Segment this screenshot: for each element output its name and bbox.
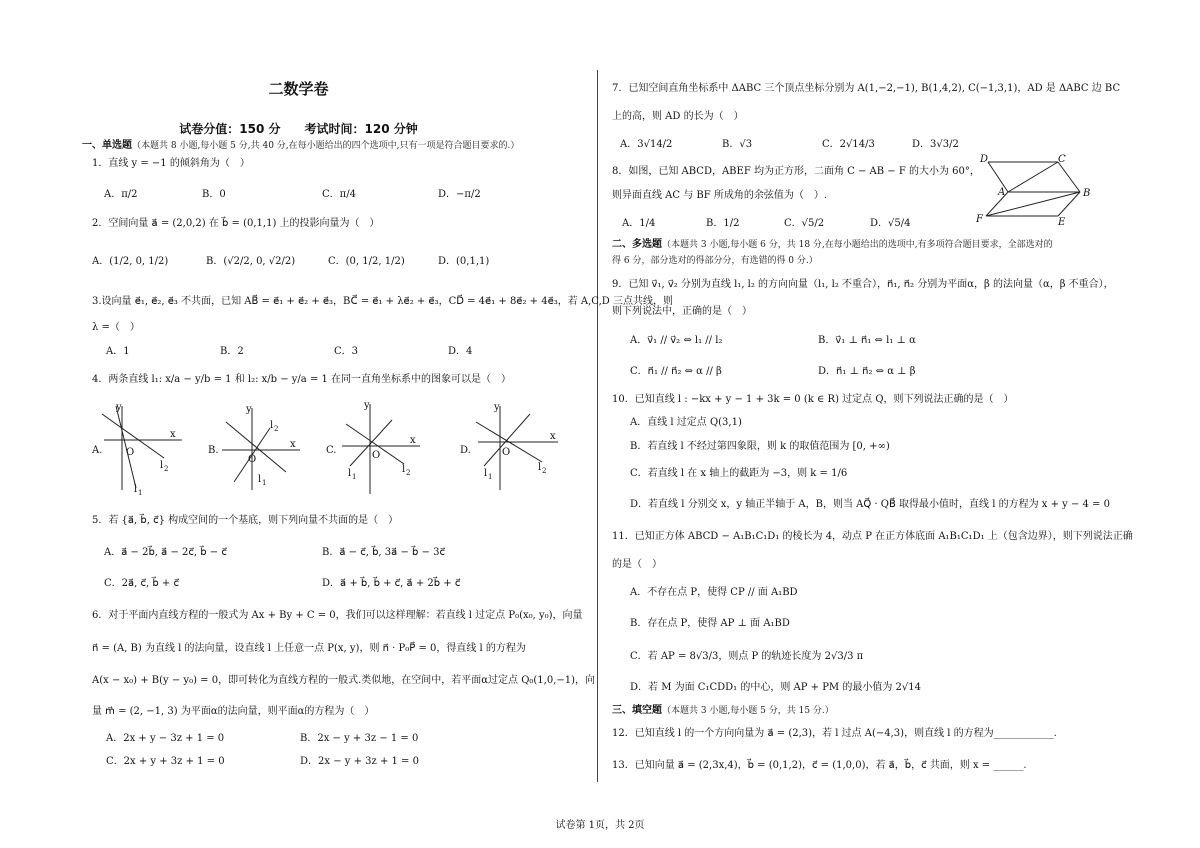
section-3-header [612, 704, 834, 718]
question-12: 12．已知直线 l 的一个方向向量为 a⃗ = (2,3)，若 l 过点 A(−4,3)，则直线 l 的方程为____________. [612, 728, 1057, 739]
line-l1 [484, 414, 530, 466]
question-5-option-a: A．a⃗ − 2b⃗, a⃗ − 2c⃗, b⃗ − c⃗ [104, 547, 227, 558]
question-3-option-b: B．2 [220, 346, 244, 357]
question-7-option-a: A．3√14/2 [620, 139, 673, 150]
vertex-d: D [980, 154, 989, 165]
page-title: 二数学卷 [268, 80, 329, 98]
question-10-option-c: C．若直线 l 在 x 轴上的截距为 −3，则 k = 1/6 [630, 468, 848, 479]
l1-label: l [484, 468, 488, 479]
x-label: x [550, 431, 556, 442]
question-3-option-d: D．4 [448, 346, 473, 357]
x-label: x [410, 435, 416, 446]
question-4-graph-c [338, 398, 428, 498]
l2-label: l [270, 420, 274, 431]
question-2-option-b: B．(√2/2, 0, √2/2) [206, 256, 296, 267]
question-8-option-c: C．√5/2 [784, 218, 825, 229]
segment-ac [1008, 162, 1058, 192]
y-label: y [246, 404, 252, 415]
question-7-option-c: C．2√14/3 [822, 139, 875, 150]
question-6-line-3: A(x − x₀) + B(y − y₀) = 0，即可转化为直线方程的一般式.类似地，在空间中，若平面α过定点 Q₀(1,0,−1)，向 [92, 675, 596, 686]
question-5-option-b: B．a⃗ − c⃗, b⃗, 3a⃗ − b⃗ − 3c⃗ [322, 547, 445, 558]
l1-label: l [258, 474, 262, 485]
vertex-f: F [976, 214, 983, 225]
exam-meta: 试卷分值：150 分 考试时间：120 分钟 [179, 122, 418, 136]
l2-label: l [402, 464, 406, 475]
question-8-option-d: D．√5/4 [870, 218, 911, 229]
question-4-stem: 4．两条直线 l₁: x/a − y/b = 1 和 l₂: x/b − y/a = 1 在同一直角坐标系中的图象可以是（ ） [92, 374, 512, 385]
l1-label: l [348, 468, 352, 479]
vertex-b: B [1083, 188, 1091, 199]
question-7-option-b: B．√3 [722, 139, 753, 150]
question-5-option-c: C．2a⃗, c⃗, b⃗ + c⃗ [104, 578, 179, 589]
vertex-a: A [998, 187, 1006, 198]
question-1-option-b: B．0 [202, 189, 226, 200]
question-3-option-a: A．1 [106, 346, 130, 357]
question-6-line-1: 6．对于平面内直线方程的一般式为 Ax + By + C = 0，我们可以这样理解：若直线 l 过定点 P₀(x₀, y₀)，向量 [92, 610, 583, 621]
question-4-graph-d [474, 400, 564, 495]
question-9-option-b: B．v⃗₁ ⊥ n⃗₁ ⇔ l₁ ⊥ α [818, 335, 916, 346]
question-4-option-d-label: D. [460, 445, 471, 456]
origin-label: O [126, 447, 135, 458]
l2-subscript: 2 [164, 465, 169, 473]
page-footer: 试卷第 1页，共 2页 [555, 820, 645, 831]
l1-label: l [134, 484, 138, 495]
question-8-option-a: A．1/4 [622, 218, 656, 229]
question-6-option-d: D．2x − y + 3z + 1 = 0 [300, 756, 419, 767]
section-3-note: （本题共 3 小题,每小题 5 分，共 15 分.） [662, 706, 834, 716]
x-label: x [290, 439, 296, 450]
question-9-option-d: D．n⃗₁ ⊥ n⃗₂ ⇔ α ⊥ β [818, 366, 916, 377]
question-7-line-2: 上的高，则 AD 的长为（ ） [612, 111, 744, 122]
column-divider [597, 70, 598, 782]
vertex-c: C [1058, 154, 1066, 165]
question-8-option-b: B．1/2 [706, 218, 740, 229]
question-6-line-4: 量 m⃗ = (2, −1, 3) 为平面α的法向量，则平面α的方程为（ ） [92, 706, 375, 717]
edge-be [1058, 192, 1080, 216]
question-8-line-2: 则异面直线 AC 与 BF 所成角的余弦值为（ ）. [612, 190, 828, 201]
question-9-option-c: C．n⃗₁ // n⃗₂ ⇔ α // β [630, 366, 722, 377]
question-2-stem: 2．空间向量 a⃗ = (2,0,2) 在 b⃗ = (0,1,1) 上的投影向量为（ ） [92, 218, 380, 229]
question-7-option-d: D．3√3/2 [912, 139, 959, 150]
section-2-title: 二、多选题 [612, 239, 662, 250]
question-2-option-c: C．(0, 1/2, 1/2) [328, 256, 405, 267]
question-13: 13．已知向量 a⃗ = (2,3x,4)，b⃗ = (0,1,2)，c⃗ = (1,0,0)，若 a⃗，b⃗，c⃗ 共面，则 x = ______. [612, 760, 1027, 771]
x-label: x [170, 429, 176, 440]
vertex-e: E [1058, 217, 1066, 228]
section-3-title: 三、填空题 [612, 705, 662, 716]
question-6-option-a: A．2x + y − 3z + 1 = 0 [106, 733, 225, 744]
question-10-option-d: D．若直线 l 分别交 x，y 轴正半轴于 A，B，则当 AQ⃗ · QB⃗ 取得最小值时，直线 l 的方程为 x + y − 4 = 0 [630, 499, 1110, 510]
l2-subscript: 2 [406, 469, 411, 477]
question-4-option-b-label: B. [208, 445, 219, 456]
question-10-option-b: B．若直线 l 不经过第四象限，则 k 的取值范围为 [0, +∞) [630, 441, 890, 452]
l2-subscript: 2 [542, 467, 547, 475]
question-11-option-c: C．若 AP = 8√3/3，则点 P 的轨迹长度为 2√3/3 π [630, 651, 864, 662]
question-6-line-2: n⃗ = (A, B) 为直线 l 的法向量，设直线 l 上任意一点 P(x, y)，则 n⃗ · P₀P⃗ = 0，得直线 l 的方程为 [92, 643, 526, 654]
question-4-option-c-label: C. [326, 445, 337, 456]
line-l1 [350, 420, 392, 466]
question-3-stem-line-1: 3.设向量 e⃗₁, e⃗₂, e⃗₃ 不共面，已知 AB⃗ = e⃗₁ + e⃗₂ + e⃗₃，BC⃗ = e⃗₁ + λe⃗₂ + e⃗₃，CD⃗ = 4e⃗₁ + 8e⃗₂ + 4e⃗₃，若 A,C,D 三点共线，则 [92, 296, 673, 307]
question-6-option-c: C．2x + y + 3z + 1 = 0 [106, 756, 225, 767]
l2-label: l [160, 460, 164, 471]
section-2-header-line-1 [612, 238, 1053, 252]
section-1-header [82, 139, 519, 153]
question-5-option-d: D．a⃗ + b⃗, b⃗ + c⃗, a⃗ + 2b⃗ + c⃗ [322, 578, 461, 589]
question-6-option-b: B．2x − y + 3z − 1 = 0 [300, 733, 419, 744]
l1-subscript: 1 [262, 479, 267, 487]
question-3-option-c: C．3 [334, 346, 359, 357]
section-1-title: 一、单选题 [82, 140, 132, 151]
section-1-note: （本题共 8 小题,每小题 5 分,共 40 分,在每小题给出的四个选项中,只有一项是符合题目要求的.） [132, 141, 520, 151]
question-4-graph-a [100, 400, 190, 495]
question-2-option-a: A．(1/2, 0, 1/2) [92, 256, 169, 267]
l2-subscript: 2 [274, 425, 279, 433]
question-9-line-1: 9．已知 v⃗₁, v⃗₂ 分别为直线 l₁, l₂ 的方向向量（l₁, l₂ 不重合），n⃗₁, n⃗₂ 分别为平面α，β 的法向量（α，β 不重合）， [612, 279, 1114, 290]
question-7-line-1: 7．已知空间直角坐标系中 ΔABC 三个顶点坐标分别为 A(1,−2,−1), B(1,4,2), C(−1,3,1)，AD 是 ΔABC 边 BC [612, 83, 1121, 94]
question-4-graph-b [218, 400, 308, 495]
l2-label: l [538, 462, 542, 473]
question-4-option-a-label: A. [92, 445, 103, 456]
question-9-option-a: A．v⃗₁ // v⃗₂ ⇔ l₁ // l₂ [630, 335, 723, 346]
question-1-stem: 1．直线 y = −1 的倾斜角为（ ） [92, 158, 250, 169]
question-11-line-1: 11．已知正方体 ABCD − A₁B₁C₁D₁ 的棱长为 4，动点 P 在正方体底面 A₁B₁C₁D₁ 上（包含边界），则下列说法正确 [612, 531, 1133, 542]
question-3-stem-line-2: λ =（ ） [92, 322, 140, 333]
origin-label: O [248, 454, 257, 465]
question-5-stem: 5．若 {a⃗, b⃗, c⃗} 构成空间的一个基底，则下列向量不共面的是（ ） [92, 515, 399, 526]
origin-label: O [372, 450, 381, 461]
question-11-line-2: 的是（ ） [612, 559, 662, 570]
l1-subscript: 1 [138, 489, 143, 497]
question-1-option-c: C．π/4 [322, 189, 356, 200]
question-11-option-a: A．不存在点 P，使得 CP // 面 A₁BD [630, 587, 798, 598]
y-label: y [364, 400, 370, 411]
l1-subscript: 1 [488, 473, 493, 481]
section-2-note-2: 得 6 分，部分选对的得部分分，有选错的得 0 分.） [612, 256, 818, 266]
question-8-line-1: 8．如图，已知 ABCD，ABEF 均为正方形，二面角 C − AB − F 的大小为 60°， [612, 166, 980, 177]
question-11-option-d: D．若 M 为面 C₁CDD₁ 的中心，则 AP + PM 的最小值为 2√14 [630, 682, 921, 693]
section-2-note-1: （本题共 3 小题,每小题 6 分，共 18 分,在每小题给出的选项中,有多项符合题目要求，全部选对的 [662, 240, 1053, 250]
origin-label: O [502, 447, 511, 458]
question-1-option-a: A．π/2 [104, 189, 138, 200]
edge-cb [1058, 162, 1080, 192]
y-label: y [116, 402, 122, 413]
question-11-option-b: B．存在点 P，使得 AP ⊥ 面 A₁BD [630, 618, 790, 629]
question-2-option-d: D．(0,1,1) [438, 256, 490, 267]
question-1-option-d: D．−π/2 [438, 189, 481, 200]
question-8-figure [972, 150, 1102, 230]
question-10-option-a: A．直线 l 过定点 Q(3,1) [630, 417, 742, 428]
l1-subscript: 1 [352, 473, 357, 481]
question-10-stem: 10．已知直线 l : −kx + y − 1 + 3k = 0 (k ∈ R) 过定点 Q，则下列说法正确的是（ ） [612, 394, 1014, 405]
y-label: y [494, 402, 500, 413]
question-9-line-2: 则下列说法中，正确的是（ ） [612, 306, 752, 317]
